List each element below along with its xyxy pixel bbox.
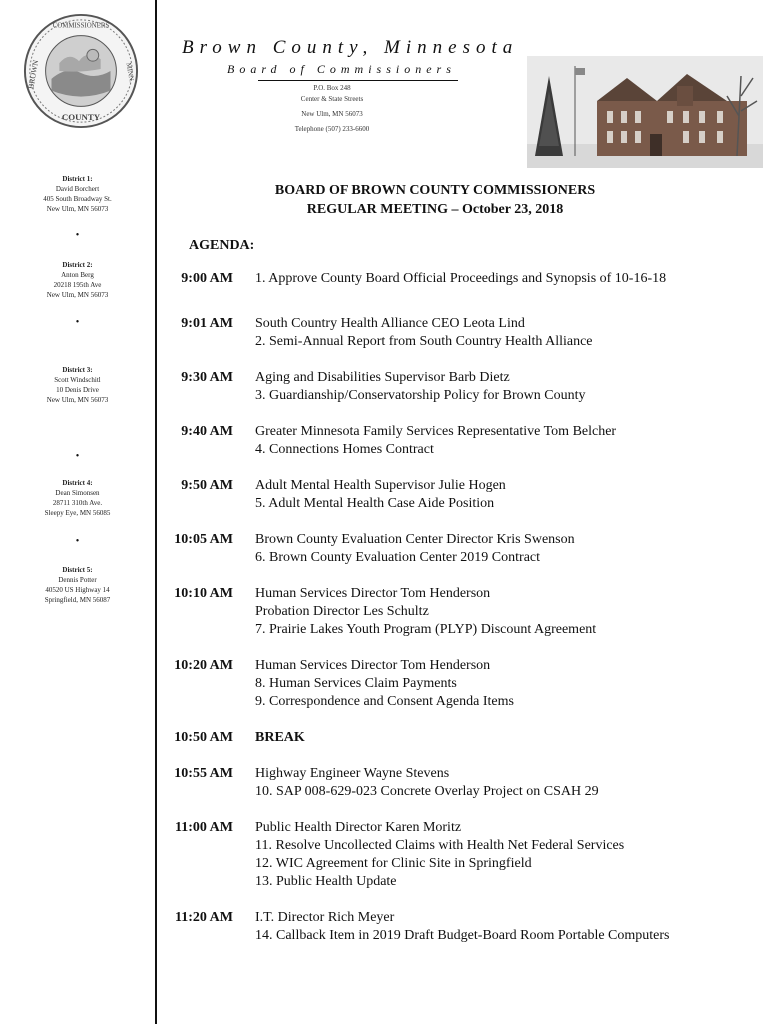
meeting-title: BOARD OF BROWN COUNTY COMMISSIONERS <box>274 183 596 198</box>
agenda-line: South Country Health Alliance CEO Leota Lind <box>255 316 525 331</box>
agenda-lines <box>255 369 765 405</box>
district-city: New Ulm, MN 56073 <box>46 291 109 299</box>
agenda-line: 4. Connections Homes Contract <box>255 442 434 457</box>
agenda-time: 11:20 AM <box>175 910 233 925</box>
agenda-lines <box>255 585 765 639</box>
divider-bullet: • <box>75 230 80 241</box>
district-2 <box>0 260 155 300</box>
agenda-time: 10:50 AM <box>174 730 233 745</box>
agenda-line: 13. Public Health Update <box>255 874 397 889</box>
agenda-lines <box>255 909 765 945</box>
seal-bottom-text: COUNTY <box>61 112 101 123</box>
agenda-item <box>155 369 765 405</box>
agenda-time: 10:20 AM <box>174 658 233 673</box>
agenda-lines <box>255 315 765 351</box>
agenda-line: 12. WIC Agreement for Clinic Site in Springfield <box>255 856 532 871</box>
letterhead-subtitle: Board of Commissioners <box>227 62 456 76</box>
seal-left-text: BROWN <box>26 59 41 90</box>
letterhead-title: Brown County, Minnesota <box>182 37 519 58</box>
agenda-line: 5. Adult Mental Health Case Aide Position <box>255 496 495 511</box>
district-4 <box>0 478 155 518</box>
agenda-item <box>155 909 765 945</box>
agenda-lines <box>255 423 765 459</box>
agenda-lines <box>255 729 765 747</box>
agenda-item <box>155 477 765 513</box>
address-street: Center & State Streets <box>300 95 364 103</box>
address-city: New Ulm, MN 56073 <box>301 110 363 118</box>
district-name: District 5: <box>62 566 93 574</box>
agenda-time: 9:01 AM <box>181 316 233 331</box>
agenda-time: 10:55 AM <box>174 766 233 781</box>
agenda-item <box>155 423 765 459</box>
agenda-time: 9:00 AM <box>181 271 233 286</box>
agenda-line: BREAK <box>255 730 305 745</box>
agenda-lines <box>255 531 765 567</box>
district-city: New Ulm, MN 56073 <box>46 396 109 404</box>
district-name: District 1: <box>62 175 93 183</box>
district-3 <box>0 365 155 405</box>
agenda-item <box>155 315 765 351</box>
district-street: 28711 310th Ave. <box>52 499 103 507</box>
agenda-item <box>155 765 765 801</box>
district-name: District 2: <box>62 261 93 269</box>
agenda-line: 6. Brown County Evaluation Center 2019 Contract <box>255 550 541 565</box>
seal-right-text: MINN. <box>124 62 135 84</box>
agenda-lines <box>255 765 765 801</box>
district-name: District 3: <box>62 366 93 374</box>
agenda-line: Aging and Disabilities Supervisor Barb Dietz <box>255 370 510 385</box>
district-5 <box>0 565 155 605</box>
district-name: District 4: <box>62 479 93 487</box>
agenda-line: I.T. Director Rich Meyer <box>255 910 395 925</box>
county-seal-icon <box>22 12 140 130</box>
agenda-line: 8. Human Services Claim Payments <box>255 676 457 691</box>
agenda-lines <box>255 657 765 711</box>
divider-bullet: • <box>75 317 80 328</box>
district-city: Sleepy Eye, MN 56085 <box>44 509 111 517</box>
meeting-date: REGULAR MEETING – October 23, 2018 <box>306 202 564 217</box>
agenda-line: 3. Guardianship/Conservatorship Policy for Brown County <box>255 388 586 403</box>
agenda-line: Brown County Evaluation Center Director Kris Swenson <box>255 532 575 547</box>
agenda-time: 9:40 AM <box>181 424 233 439</box>
agenda-time: 10:10 AM <box>174 586 233 601</box>
district-commissioner: Dennis Potter <box>58 576 97 584</box>
agenda-line: 7. Prairie Lakes Youth Program (PLYP) Discount Agreement <box>255 622 597 637</box>
address-po-box: P.O. Box 248 <box>313 84 351 92</box>
agenda-item <box>155 657 765 711</box>
divider-bullet: • <box>75 451 80 462</box>
agenda-lines <box>255 477 765 513</box>
courthouse-photo <box>527 56 763 168</box>
agenda-line: Adult Mental Health Supervisor Julie Hogen <box>255 478 506 493</box>
agenda-lines <box>255 819 765 891</box>
district-street: 20218 195th Ave <box>53 281 102 289</box>
agenda-line: Human Services Director Tom Henderson <box>255 586 491 601</box>
agenda-time: 9:50 AM <box>181 478 233 493</box>
agenda-line: Probation Director Les Schultz <box>255 604 429 619</box>
sidebar <box>0 0 157 1024</box>
district-street: 40520 US Highway 14 <box>45 586 110 594</box>
district-street: 10 Denis Drive <box>56 386 99 394</box>
agenda-lines <box>255 270 765 288</box>
agenda-list <box>155 270 765 945</box>
district-commissioner: David Borchert <box>55 185 100 193</box>
agenda-line: 10. SAP 008-629-023 Concrete Overlay Project on CSAH 29 <box>255 784 599 799</box>
agenda-line: Public Health Director Karen Moritz <box>255 820 462 835</box>
address-telephone: Telephone (507) 233-6600 <box>294 125 370 133</box>
district-city: New Ulm, MN 56073 <box>46 205 109 213</box>
district-street: 405 South Broadway St. <box>43 195 112 203</box>
agenda-item <box>155 270 765 288</box>
letterhead-rule <box>258 80 458 81</box>
agenda-line: 14. Callback Item in 2019 Draft Budget-Board Room Portable Computers <box>255 928 670 943</box>
district-commissioner: Scott Windschitl <box>54 376 101 384</box>
district-1 <box>0 174 155 214</box>
agenda-time: 9:30 AM <box>181 370 233 385</box>
agenda-item <box>155 729 765 747</box>
agenda-item <box>155 585 765 639</box>
agenda-line: Highway Engineer Wayne Stevens <box>255 766 450 781</box>
district-commissioner: Anton Berg <box>61 271 94 279</box>
agenda-label: AGENDA: <box>189 238 255 253</box>
agenda-item <box>155 531 765 567</box>
agenda-item <box>155 819 765 891</box>
divider-bullet: • <box>75 536 80 547</box>
agenda-line: 11. Resolve Uncollected Claims with Health Net Federal Services <box>255 838 625 853</box>
district-commissioner: Dean Simonsen <box>55 489 100 497</box>
seal-top-text: COMMISSIONERS <box>52 22 110 30</box>
agenda-time: 11:00 AM <box>175 820 233 835</box>
agenda-line: Human Services Director Tom Henderson <box>255 658 491 673</box>
district-city: Springfield, MN 56087 <box>44 596 111 604</box>
agenda-line: Greater Minnesota Family Services Representative Tom Belcher <box>255 424 617 439</box>
agenda-time: 10:05 AM <box>174 532 233 547</box>
agenda-line: 9. Correspondence and Consent Agenda Items <box>255 694 514 709</box>
agenda-line: 1. Approve County Board Official Proceedings and Synopsis of 10-16-18 <box>255 271 667 286</box>
agenda-line: 2. Semi-Annual Report from South Country Health Alliance <box>255 334 593 349</box>
